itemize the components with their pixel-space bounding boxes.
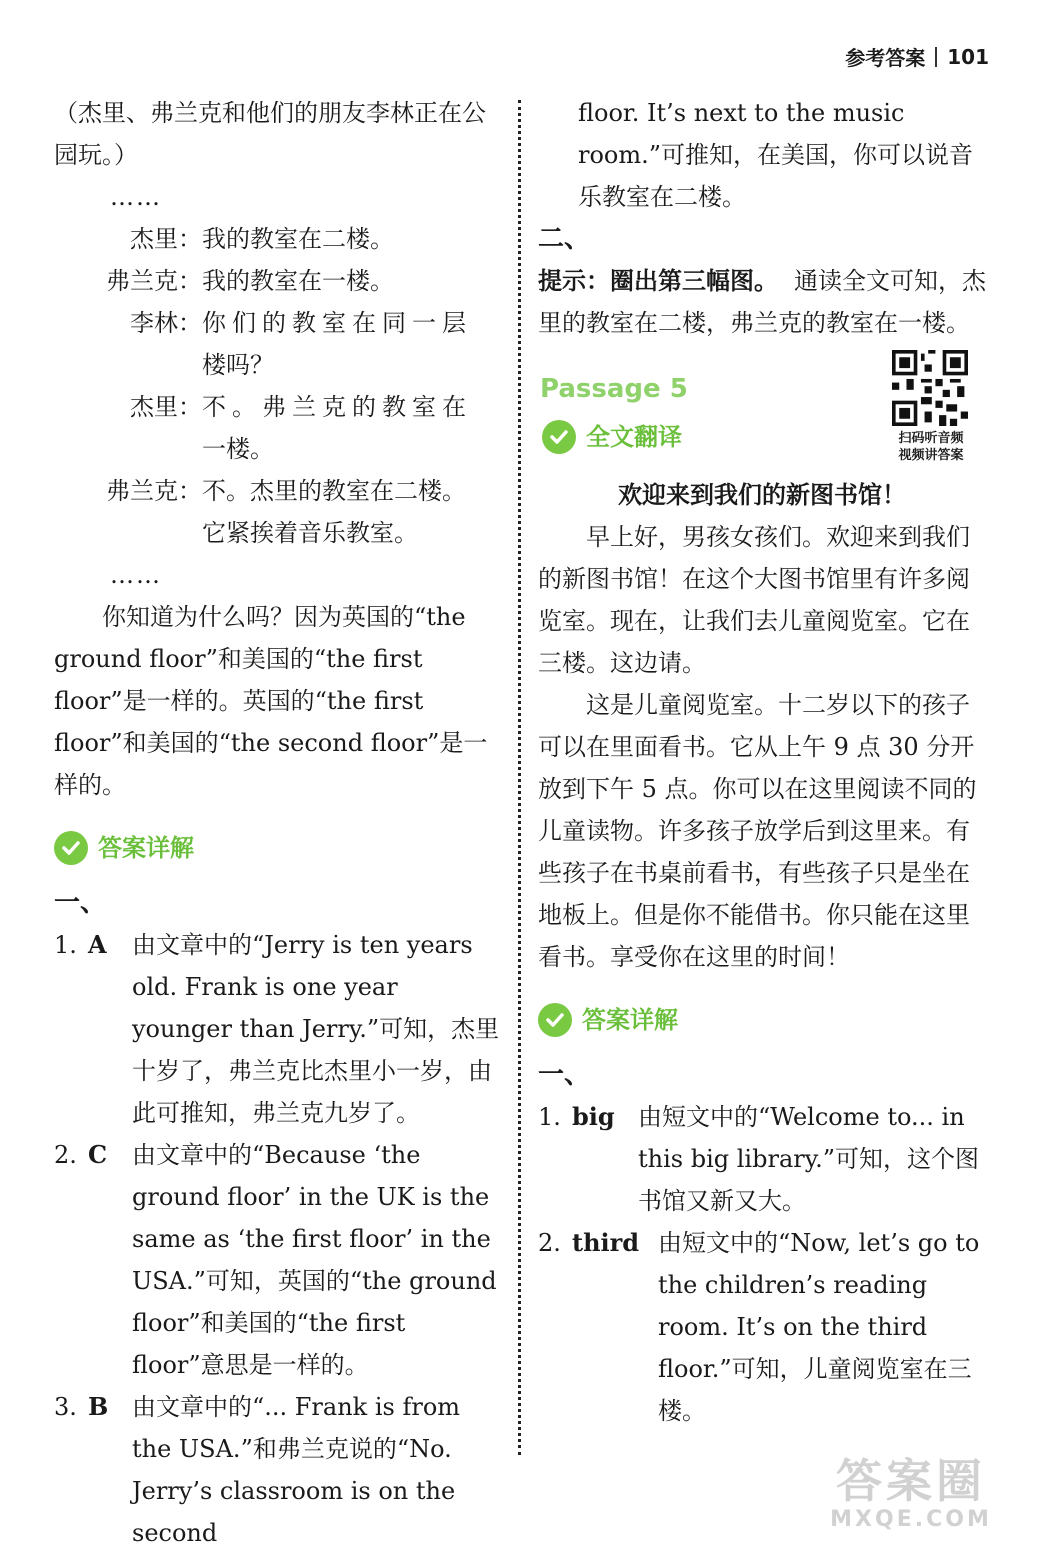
page-header bbox=[845, 42, 989, 71]
column-divider bbox=[518, 100, 521, 1455]
right-column bbox=[538, 92, 986, 1432]
answer-explanation: 由文章中的“Jerry is ten years old. Frank is one year younger than Jerry.”可知，杰里十岁了，弗兰克比杰里小一岁，由此可推知，弗兰克九岁了。 bbox=[132, 931, 500, 1127]
scene-intro: （杰里、弗兰克和他们的朋友李林正在公园玩。） bbox=[54, 99, 486, 169]
article-paragraph: 早上好，男孩女孩们。欢迎来到我们的新图书馆！在这个大图书馆里有许多阅览室。现在，让我们去儿童阅览室。它在三楼。这边请。 bbox=[538, 523, 970, 677]
answer-explanation: 由文章中的“Because ‘the ground floor’ in the UK is the same as ‘the first floor’ in the USA.”可知，英国的“the ground floor”和美国的“the first floor”意思是一样的。 bbox=[132, 1141, 497, 1379]
answer-item bbox=[538, 1096, 986, 1222]
answer-explanation: 由短文中的“Now, let’s go to the children’s reading room. It’s on the third floor.”可知，儿童阅览室在三楼。 bbox=[658, 1229, 980, 1425]
line-continuation: 楼吗？ bbox=[202, 351, 274, 379]
question-number: 1. bbox=[54, 931, 77, 959]
answer-explanation: 由短文中的“Welcome to... in this big library.”可知，这个图书馆又新又大。 bbox=[638, 1103, 979, 1215]
answer-heading-label: 答案详解 bbox=[98, 834, 194, 862]
ellipsis-top: …… bbox=[110, 183, 162, 211]
part-one-label: 一、 bbox=[538, 1060, 591, 1090]
dialogue-line bbox=[54, 386, 502, 428]
answer-key: A bbox=[88, 930, 107, 959]
question-number: 1. bbox=[538, 1103, 561, 1131]
dialogue bbox=[54, 218, 502, 554]
line-text: 不。杰里的教室在二楼。 bbox=[202, 477, 466, 505]
translation-heading bbox=[542, 416, 682, 458]
qr-caption-line: 扫码听音频 bbox=[898, 431, 964, 446]
header-separator bbox=[935, 47, 937, 67]
speaker: 弗兰克： bbox=[106, 267, 202, 295]
part-two-label: 二、 bbox=[538, 224, 591, 254]
dialogue-line bbox=[54, 470, 502, 512]
answer-continuation: floor. It’s next to the music room.”可推知，在美国，你可以说音乐教室在二楼。 bbox=[578, 99, 974, 211]
check-icon bbox=[538, 1003, 572, 1037]
watermark bbox=[791, 1455, 1031, 1532]
answer-explanation: 由文章中的“... Frank is from the USA.”和弗兰克说的“No. Jerry’s classroom is on the second bbox=[132, 1393, 461, 1547]
line-text: 我的教室在二楼。 bbox=[202, 225, 394, 253]
dialogue-line bbox=[54, 218, 502, 260]
hint-label: 提示：圈出第三幅图。 bbox=[538, 266, 778, 295]
answer-key: B bbox=[88, 1392, 109, 1421]
ellipsis-bottom: …… bbox=[110, 561, 162, 589]
qr-caption-line: 视频讲答案 bbox=[898, 448, 964, 463]
answer-key: third bbox=[572, 1228, 640, 1257]
answer-key: big bbox=[572, 1102, 615, 1131]
answer-heading bbox=[538, 1000, 986, 1040]
passage-title: Passage 5 bbox=[540, 374, 688, 404]
line-text: 不。弗兰克的教室在 bbox=[202, 393, 472, 421]
hint-paragraph bbox=[538, 260, 986, 344]
line-continuation: 一楼。 bbox=[202, 435, 274, 463]
page-number: 101 bbox=[947, 44, 989, 69]
translation-heading-label: 全文翻译 bbox=[586, 423, 682, 451]
watermark-main: 答案圈 bbox=[836, 1454, 986, 1508]
speaker: 杰里： bbox=[130, 393, 202, 421]
question-number: 3. bbox=[54, 1393, 77, 1421]
answer-heading bbox=[54, 828, 502, 868]
answer-item bbox=[54, 1386, 502, 1554]
answer-item bbox=[54, 1134, 502, 1386]
answer-heading-label: 答案详解 bbox=[582, 1006, 678, 1034]
answer-item bbox=[538, 1222, 986, 1432]
speaker: 李林： bbox=[130, 309, 202, 337]
article-paragraph: 这是儿童阅览室。十二岁以下的孩子可以在里面看书。它从上午 9 点 30 分开放到下午 5 点。你可以在这里阅读不同的儿童读物。许多孩子放学后到这里来。有些孩子在书桌前看书，有些孩子只是坐在地板上。但是你不能借书。你只能在这里看书。享受你在这里的时间！ bbox=[538, 691, 977, 971]
dialogue-line bbox=[54, 302, 502, 344]
answer-item bbox=[54, 924, 502, 1134]
question-number: 2. bbox=[538, 1229, 561, 1257]
article-title: 欢迎来到我们的新图书馆！ bbox=[618, 481, 906, 509]
passage-header bbox=[538, 354, 986, 474]
watermark-site: MXQE.COM bbox=[830, 1507, 992, 1532]
left-column bbox=[54, 92, 502, 1554]
check-icon bbox=[542, 420, 576, 454]
line-continuation: 它紧挨着音乐教室。 bbox=[202, 519, 418, 547]
speaker: 弗兰克： bbox=[106, 477, 202, 505]
question-number: 2. bbox=[54, 1141, 77, 1169]
line-text: 你们的教室在同一层 bbox=[202, 309, 472, 337]
explanation-paragraph: 你知道为什么吗？因为英国的“the ground floor”和美国的“the first floor”是一样的。英国的“the first floor”和美国的“the second floor”是一样的。 bbox=[54, 603, 488, 799]
line-text: 我的教室在一楼。 bbox=[202, 267, 394, 295]
dialogue-line bbox=[54, 260, 502, 302]
check-icon bbox=[54, 831, 88, 865]
hint-body: 通读全文可知，杰里的教室在二楼，弗兰克的教室在一楼。 bbox=[538, 267, 986, 337]
part-one-label: 一、 bbox=[54, 888, 107, 918]
answer-key: C bbox=[88, 1140, 108, 1169]
qr-caption bbox=[888, 430, 974, 464]
speaker: 杰里： bbox=[130, 225, 202, 253]
qr-code-icon[interactable] bbox=[892, 350, 968, 426]
header-title: 参考答案 bbox=[845, 46, 926, 70]
